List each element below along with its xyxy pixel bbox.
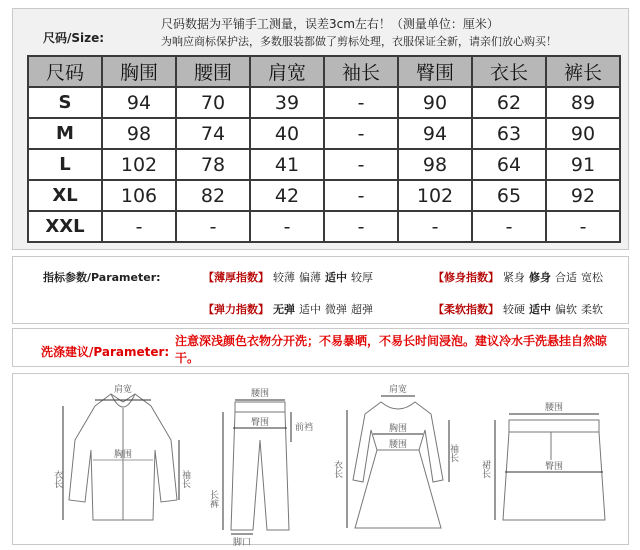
- table-cell: -: [324, 211, 398, 242]
- table-cell: -: [546, 211, 620, 242]
- jacket-chest-label: 胸围: [113, 450, 133, 460]
- param-option-selected: 修身: [529, 271, 551, 284]
- table-cell: -: [324, 180, 398, 211]
- skirt-waist-label: 腰围: [544, 403, 564, 413]
- skirt-hip-label: 臀围: [544, 462, 564, 472]
- param-option: 超弹: [351, 303, 373, 316]
- jacket-diagram: [53, 380, 193, 540]
- column-header: 裤长: [546, 56, 620, 87]
- param-option: 偏软: [555, 303, 577, 316]
- thickness-group: [203, 269, 373, 285]
- column-header: 臀围: [398, 56, 472, 87]
- table-cell: 102: [102, 149, 176, 180]
- table-cell: 89: [546, 87, 620, 118]
- jacket-length-label: 衣长: [52, 470, 62, 488]
- table-row: [28, 87, 620, 118]
- param-option: 较硬: [503, 303, 525, 316]
- table-cell: 106: [102, 180, 176, 211]
- diagram-panel: [12, 373, 629, 548]
- dress-length-label: 衣长: [332, 460, 342, 478]
- param-option-selected: 适中: [529, 303, 551, 316]
- skirt-length-label: 裙长: [480, 460, 490, 478]
- pants-diagram: [205, 380, 315, 548]
- label-cut-note: 为响应商标保护法，多数服装都做了剪标处理，衣服保证全新，请亲们放心购买！: [161, 35, 557, 48]
- table-cell: 63: [472, 118, 546, 149]
- table-cell: 40: [250, 118, 324, 149]
- column-header: 腰围: [176, 56, 250, 87]
- pants-hip-label: 臀围: [250, 418, 270, 428]
- wash-panel: [12, 328, 629, 367]
- size-cell: XXL: [28, 211, 102, 242]
- param-tag: 【薄厚指数】: [203, 271, 269, 284]
- table-cell: 94: [102, 87, 176, 118]
- measurement-note: 尺码数据为平铺手工测量，误差3cm左右！（测量单位：厘米）: [161, 17, 499, 31]
- dress-diagram: [333, 380, 463, 540]
- table-row: [28, 149, 620, 180]
- pants-length-label: 长裤: [208, 490, 218, 508]
- dress-chest-label: 胸围: [388, 424, 408, 434]
- table-cell: 78: [176, 149, 250, 180]
- table-cell: 39: [250, 87, 324, 118]
- table-cell: -: [176, 211, 250, 242]
- table-cell: -: [324, 118, 398, 149]
- table-cell: 91: [546, 149, 620, 180]
- param-option-selected: 适中: [325, 271, 347, 284]
- fit-group: [433, 269, 603, 285]
- param-tag: 【修身指数】: [433, 271, 499, 284]
- pants-rise-label: 前裆: [295, 423, 314, 433]
- size-cell: XL: [28, 180, 102, 211]
- column-header: 胸围: [102, 56, 176, 87]
- softness-group: [433, 301, 603, 317]
- table-cell: 82: [176, 180, 250, 211]
- column-header: 衣长: [472, 56, 546, 87]
- table-row: [28, 211, 620, 242]
- table-cell: -: [250, 211, 324, 242]
- dress-waist-label: 腰围: [388, 440, 408, 450]
- size-table: [27, 55, 621, 243]
- param-option-selected: 无弹: [273, 303, 295, 316]
- pants-waist-label: 腰围: [250, 389, 270, 399]
- param-option: 柔软: [581, 303, 603, 316]
- wash-instructions: 注意深浅颜色衣物分开洗；不易暴晒，不易长时间浸泡。建议冷水手洗悬挂自然晾干。: [175, 334, 608, 365]
- table-cell: -: [398, 211, 472, 242]
- param-option: 较薄: [273, 271, 295, 284]
- param-option: 微弹: [325, 303, 347, 316]
- table-cell: 90: [546, 118, 620, 149]
- param-option: 合适: [555, 271, 577, 284]
- param-option: 适中: [299, 303, 321, 316]
- size-cell: L: [28, 149, 102, 180]
- size-label: 尺码/Size:: [43, 31, 105, 45]
- table-cell: -: [324, 149, 398, 180]
- table-cell: 98: [398, 149, 472, 180]
- param-option: 较厚: [351, 271, 373, 284]
- table-cell: -: [102, 211, 176, 242]
- wash-label: 洗涤建议/Parameter:: [41, 345, 170, 359]
- table-row: [28, 180, 620, 211]
- column-header: 袖长: [324, 56, 398, 87]
- param-tag: 【柔软指数】: [433, 303, 499, 316]
- size-cell: M: [28, 118, 102, 149]
- table-cell: 64: [472, 149, 546, 180]
- param-tag: 【弹力指数】: [203, 303, 269, 316]
- param-option: 紧身: [503, 271, 525, 284]
- size-cell: S: [28, 87, 102, 118]
- table-cell: 42: [250, 180, 324, 211]
- param-option: 偏薄: [299, 271, 321, 284]
- parameters-label: 指标参数/Parameter:: [43, 271, 161, 284]
- column-header: 肩宽: [250, 56, 324, 87]
- parameters-panel: [12, 256, 629, 324]
- table-cell: 74: [176, 118, 250, 149]
- table-cell: 70: [176, 87, 250, 118]
- dress-sleeve-label: 袖长: [448, 444, 458, 462]
- table-cell: 92: [546, 180, 620, 211]
- jacket-shoulder-label: 肩宽: [113, 385, 133, 395]
- table-cell: -: [324, 87, 398, 118]
- table-cell: 90: [398, 87, 472, 118]
- table-row: [28, 118, 620, 149]
- pants-leg-opening-label: 脚口: [232, 538, 252, 548]
- size-chart-panel: [12, 8, 629, 250]
- dress-shoulder-label: 肩宽: [388, 385, 408, 395]
- table-cell: 62: [472, 87, 546, 118]
- table-cell: 41: [250, 149, 324, 180]
- table-cell: 65: [472, 180, 546, 211]
- jacket-sleeve-label: 袖长: [180, 470, 190, 488]
- table-cell: 102: [398, 180, 472, 211]
- skirt-diagram: [481, 380, 621, 540]
- column-header: 尺码: [28, 56, 102, 87]
- param-option: 宽松: [581, 271, 603, 284]
- table-cell: -: [472, 211, 546, 242]
- table-header-row: [28, 56, 620, 87]
- table-cell: 98: [102, 118, 176, 149]
- elasticity-group: [203, 301, 373, 317]
- table-cell: 94: [398, 118, 472, 149]
